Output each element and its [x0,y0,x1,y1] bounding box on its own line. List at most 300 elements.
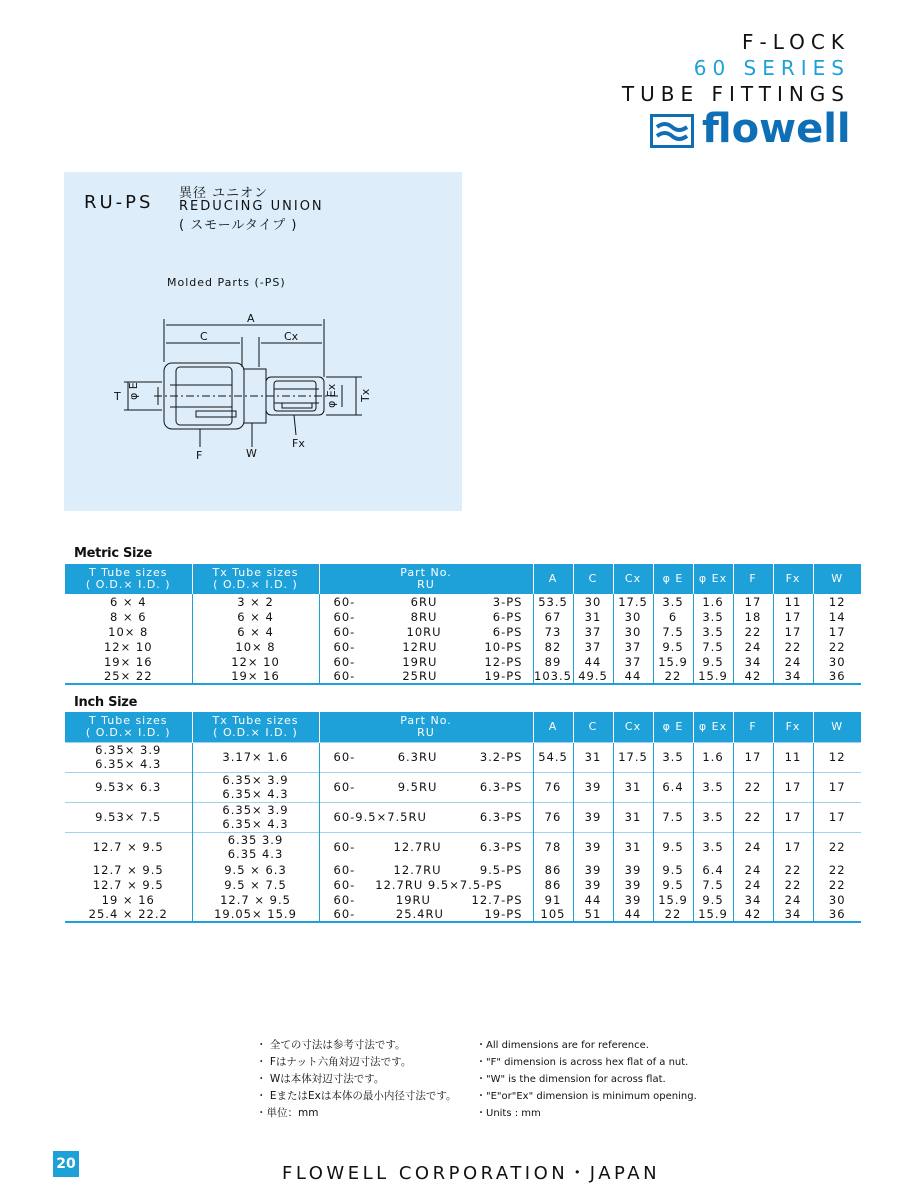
part-number [320,878,533,892]
tx-tube [193,878,319,892]
tx-tube-size [192,877,319,892]
dim-a: 91 [533,892,573,907]
t-tube-size: 6 × 4 [109,594,147,609]
table-row [65,609,861,624]
dim-c: 39 [573,832,613,862]
dim-cx: 17.5 [613,594,653,609]
table-row [65,772,861,802]
dim-phi-e: 9.5 [653,832,693,862]
product-name-jp: 異径 ユニオン [179,186,269,201]
table-row [65,742,861,772]
dim-a: 82 [533,639,573,654]
series-title-line3: TUBE FITTINGS [621,82,850,106]
tx-tube-size: 3 × 2 [192,594,319,609]
part-number [320,640,533,654]
part-no-cell [319,624,533,639]
dim-cx: 30 [613,624,653,639]
dim-cx: 44 [613,907,653,922]
dim-f: 24 [733,862,773,877]
tx-tube-line: 19.05× 15.9 [214,907,297,921]
col-phi-ex: φ Ex [693,564,733,594]
dim-cx: 17.5 [613,742,653,772]
note-en: ・Units : mm [476,1108,541,1119]
dim-c: 31 [573,742,613,772]
dim-cx: 44 [613,669,653,684]
part-suffix: 6-PS [492,624,523,639]
part-suffix: 12.7-PS [471,892,523,907]
col-a: A [533,712,573,742]
notes-jp [256,1037,456,1122]
dim-fx: 22 [773,639,813,654]
dim-f: 42 [733,669,773,684]
part-no-cell [319,669,533,684]
dim-cx: 39 [613,892,653,907]
brand-logo [650,106,856,152]
logo-mark-icon [650,114,694,148]
part-no-cell [319,654,533,669]
t-tube [65,893,192,907]
table-row [65,877,861,892]
inch-header-row [65,712,861,742]
dim-phi-ex: 7.5 [693,639,733,654]
col-part-no: Part No. RU [319,564,533,594]
tx-tube-line: 12.7 × 9.5 [220,892,291,907]
dim-fx: 34 [773,669,813,684]
part-number [320,625,533,639]
dim-label-cx: Cx [284,330,299,343]
tx-tube-size [192,862,319,877]
t-tube-line: 9.53× 7.5 [95,810,162,824]
dim-a: 53.5 [533,594,573,609]
part-no-cell [319,892,533,907]
t-tube-size: 8 × 6 [109,609,147,624]
dim-w: 14 [813,609,861,624]
col-tx-tube: Tx Tube sizes ( O.D.× I.D. ) [192,564,319,594]
t-tube-size: 25× 22 [65,669,192,684]
col-a: A [533,564,573,594]
dim-c: 31 [573,609,613,624]
part-prefix: 60-9.5×7.5RU [333,810,427,824]
tx-tube-size [192,907,319,922]
dim-phi-ex: 3.5 [693,832,733,862]
t-tube-line: 6.35× 3.9 [95,743,162,757]
t-tube-size [65,907,192,922]
t-tube [65,743,192,771]
table-row [65,654,861,669]
dim-a: 89 [533,654,573,669]
part-body: 12RU [402,639,438,654]
dim-cx: 31 [613,772,653,802]
t-tube-size [65,892,192,907]
t-tube [65,907,192,921]
dim-label-fx: Fx [292,437,305,450]
tx-tube-line: 6.35 3.9 [227,833,284,848]
part-number [320,669,533,683]
dim-c: 39 [573,802,613,832]
part-body: 12.7RU [393,840,442,855]
dim-f: 42 [733,907,773,922]
note-en: ・All dimensions are for reference. [476,1040,649,1051]
dim-a: 76 [533,802,573,832]
dim-cx: 39 [613,862,653,877]
dim-a: 73 [533,624,573,639]
dim-fx: 34 [773,907,813,922]
dim-c: 44 [573,892,613,907]
dim-fx: 24 [773,654,813,669]
part-number [320,780,533,794]
dim-c: 39 [573,862,613,877]
dim-phi-ex: 3.5 [693,802,733,832]
part-suffix: 19-PS [484,907,523,921]
dim-label-w: W [246,447,257,460]
tx-tube-size [192,802,319,832]
tx-tube [193,863,319,877]
dim-cx: 37 [613,639,653,654]
metric-size-table [65,564,861,685]
dim-w: 30 [813,892,861,907]
part-suffix: 3.2-PS [479,750,523,764]
dim-fx: 17 [773,832,813,862]
dim-f: 18 [733,609,773,624]
part-prefix: 60- [333,609,356,624]
dim-phi-ex: 15.9 [693,907,733,922]
dim-phi-e: 6.4 [653,772,693,802]
dim-label-tx: Tx [359,388,372,402]
t-tube [65,878,192,892]
part-suffix: 12-PS [484,654,523,669]
dim-w: 12 [813,742,861,772]
product-name-en: REDUCING UNION [179,199,324,214]
part-body: 25RU [402,669,438,683]
dim-phi-ex: 6.4 [693,862,733,877]
part-no-cell [319,609,533,624]
part-suffix: 6.3-PS [479,780,523,794]
part-number [320,595,533,609]
dim-label-t: T [114,390,121,403]
dim-phi-e: 7.5 [653,802,693,832]
part-no-cell [319,742,533,772]
note-en: ・"F" dimension is across hex flat of a nut. [476,1057,689,1068]
dim-a: 86 [533,862,573,877]
tx-tube-line: 3.17× 1.6 [222,750,289,764]
t-tube-line: 12.7 × 9.5 [92,840,164,855]
col-phi-ex: φ Ex [693,712,733,742]
notes-en [476,1037,697,1122]
dim-phi-e: 7.5 [653,624,693,639]
part-suffix: 3-PS [492,594,523,609]
table-row [65,862,861,877]
col-fx: Fx [773,564,813,594]
part-body: 25.4RU [395,907,444,921]
t-tube-size [65,862,192,877]
dim-c: 39 [573,877,613,892]
dim-c: 37 [573,624,613,639]
dim-phi-ex: 15.9 [693,669,733,684]
table-row [65,892,861,907]
dim-label-phi-e: φ E [127,382,140,400]
dim-phi-e: 22 [653,669,693,684]
part-prefix: 60- [333,639,356,654]
dim-phi-ex: 3.5 [693,624,733,639]
fitting-drawing [114,307,434,477]
note-jp: ・ EまたはExは本体の最小内径寸法です。 [256,1090,457,1102]
part-body: 12.7RU 9.5×7.5-PS [375,877,503,892]
part-number [320,655,533,669]
table-row [65,802,861,832]
tx-tube-size [192,832,319,862]
tx-tube-line: 6.35× 3.9 [222,803,289,817]
col-tx-tube: Tx Tube sizes ( O.D.× I.D. ) [192,712,319,742]
t-tube-size [65,802,192,832]
t-tube-size: 19× 16 [103,654,153,669]
dim-cx: 37 [613,654,653,669]
dim-f: 24 [733,877,773,892]
dim-fx: 11 [773,594,813,609]
dim-w: 17 [813,802,861,832]
t-tube-line: 9.53× 6.3 [95,780,162,794]
col-w: W [813,564,861,594]
dim-fx: 17 [773,624,813,639]
dim-c: 37 [573,639,613,654]
part-no-cell [319,907,533,922]
dim-f: 22 [733,772,773,802]
table-row [65,624,861,639]
molded-parts-note: Molded Parts (-PS) [167,276,286,289]
table-row [65,639,861,654]
t-tube-size: 12× 10 [103,639,153,654]
part-no-cell [319,639,533,654]
t-tube-size [65,742,192,772]
note-jp: ・ 全ての寸法は参考寸法です。 [256,1039,406,1051]
metric-header-row [65,564,861,594]
col-c: C [573,564,613,594]
note-jp: ・ Fはナット六角対辺寸法です。 [256,1056,412,1068]
product-code: RU-PS [84,192,154,213]
t-tube-line: 12.7 × 9.5 [92,862,164,877]
dim-w: 17 [813,772,861,802]
dim-phi-ex: 9.5 [693,892,733,907]
part-no-cell [319,877,533,892]
dim-a: 78 [533,832,573,862]
table-row [65,669,861,684]
dim-phi-e: 3.5 [653,742,693,772]
dim-cx: 39 [613,877,653,892]
t-tube [65,863,192,877]
dim-c: 44 [573,654,613,669]
tx-tube-line: 6.35× 4.3 [222,817,289,831]
part-body: 9.5RU [397,780,438,794]
dim-label-a: A [247,312,255,325]
dim-cx: 31 [613,802,653,832]
part-number [320,907,533,921]
t-tube-size [65,772,192,802]
dim-label-c: C [200,330,208,343]
part-prefix: 60- [333,624,356,639]
product-diagram-panel [64,172,462,511]
part-prefix: 60- [333,840,356,855]
dim-w: 22 [813,877,861,892]
t-tube-line: 6.35× 4.3 [95,757,162,771]
dim-f: 24 [733,832,773,862]
t-tube [65,810,192,824]
col-t-tube: T Tube sizes ( O.D.× I.D. ) [65,712,192,742]
part-body: 6RU [410,594,438,609]
part-prefix: 60- [333,750,356,764]
tx-tube-line: 9.5 × 7.5 [224,877,287,892]
t-tube [65,780,192,794]
page-number: 20 [53,1151,79,1177]
t-tube-line: 25.4 × 22.2 [88,907,168,921]
part-suffix: 19-PS [484,669,523,683]
tx-tube-size: 12× 10 [192,654,319,669]
note-en: ・"W" is the dimension for across flat. [476,1074,666,1085]
dim-w: 36 [813,907,861,922]
dim-fx: 22 [773,877,813,892]
dim-f: 17 [733,742,773,772]
part-no-cell [319,772,533,802]
inch-size-title: Inch Size [74,695,138,710]
dim-f: 17 [733,594,773,609]
col-cx: Cx [613,564,653,594]
dim-c: 30 [573,594,613,609]
dim-fx: 17 [773,772,813,802]
dim-phi-ex: 3.5 [693,772,733,802]
dim-f: 22 [733,802,773,832]
part-body: 6.3RU [397,750,438,764]
tx-tube-size: 6 × 4 [192,624,319,639]
dim-phi-ex: 9.5 [693,654,733,669]
dim-phi-ex: 3.5 [693,609,733,624]
metric-size-title: Metric Size [74,546,152,561]
part-suffix: 10-PS [484,639,523,654]
part-prefix: 60- [333,594,356,609]
dim-a: 105 [533,907,573,922]
part-prefix: 60- [333,907,356,921]
tx-tube-line: 9.5 × 6.3 [224,862,287,877]
col-f: F [733,564,773,594]
tx-tube [193,907,319,921]
dim-fx: 24 [773,892,813,907]
t-tube [65,840,192,854]
dim-f: 24 [733,639,773,654]
dim-phi-e: 22 [653,907,693,922]
tx-tube [193,833,319,861]
part-number [320,893,533,907]
part-body: 19RU [395,892,431,907]
part-suffix: 6.3-PS [479,840,523,855]
part-no-cell [319,802,533,832]
dim-c: 39 [573,772,613,802]
dim-w: 22 [813,832,861,862]
part-number [320,863,533,877]
part-no-cell [319,832,533,862]
tx-tube-size: 10× 8 [192,639,319,654]
part-number [320,810,533,824]
col-t-tube: T Tube sizes ( O.D.× I.D. ) [65,564,192,594]
dim-f: 22 [733,624,773,639]
tx-tube [193,803,319,831]
tx-tube-size [192,772,319,802]
dim-cx: 31 [613,832,653,862]
part-no-cell [319,862,533,877]
dim-fx: 17 [773,609,813,624]
inch-size-table [65,712,861,923]
tx-tube-size [192,742,319,772]
part-number [320,840,533,854]
dim-w: 22 [813,639,861,654]
dim-fx: 17 [773,802,813,832]
dim-f: 34 [733,654,773,669]
part-prefix: 60- [333,780,356,794]
dim-a: 76 [533,772,573,802]
tx-tube-size [192,892,319,907]
brand-name: flowell [702,106,851,152]
dim-phi-e: 15.9 [653,892,693,907]
col-w: W [813,712,861,742]
t-tube-size [65,832,192,862]
dim-cx: 30 [613,609,653,624]
part-prefix: 60- [333,862,356,877]
dim-fx: 11 [773,742,813,772]
dim-a: 67 [533,609,573,624]
tx-tube-line: 6.35× 4.3 [222,787,289,801]
part-body: 19RU [402,654,438,669]
dim-w: 12 [813,594,861,609]
dim-phi-ex: 1.6 [693,594,733,609]
dim-w: 30 [813,654,861,669]
dim-phi-e: 9.5 [653,862,693,877]
note-jp: ・単位：mm [256,1107,319,1119]
series-title-line1: F-LOCK [742,30,850,54]
table-row [65,907,861,922]
tx-tube [193,773,319,801]
part-prefix: 60- [333,654,356,669]
series-title-line2: 60 SERIES [693,56,850,80]
part-no-cell [319,594,533,609]
dim-phi-ex: 7.5 [693,877,733,892]
dim-a: 54.5 [533,742,573,772]
part-prefix: 60- [333,892,356,907]
note-en: ・"E"or"Ex" dimension is minimum opening. [476,1091,697,1102]
col-phi-e: φ E [653,712,693,742]
part-body: 10RU [406,624,442,639]
part-number [320,610,533,624]
col-cx: Cx [613,712,653,742]
note-jp: ・ Wは本体対辺寸法です。 [256,1073,385,1085]
table-row [65,832,861,862]
product-type-jp: ( スモールタイプ ) [179,218,298,233]
t-tube-line: 19 × 16 [101,892,155,907]
col-fx: Fx [773,712,813,742]
dim-w: 22 [813,862,861,877]
col-f: F [733,712,773,742]
t-tube-size [65,877,192,892]
dim-w: 36 [813,669,861,684]
dim-a: 103.5 [534,669,572,683]
col-part-no: Part No. RU [319,712,533,742]
dim-label-phi-ex: φ Ex [325,383,338,408]
t-tube-line: 12.7 × 9.5 [92,877,164,892]
part-body: 8RU [410,609,438,624]
part-suffix: 9.5-PS [479,862,523,877]
dim-phi-e: 9.5 [653,639,693,654]
part-suffix: 6-PS [492,609,523,624]
t-tube-size: 10× 8 [108,624,149,639]
table-row [65,594,861,609]
dim-phi-e: 3.5 [653,594,693,609]
dim-phi-e: 9.5 [653,877,693,892]
part-body: 12.7RU [393,862,442,877]
